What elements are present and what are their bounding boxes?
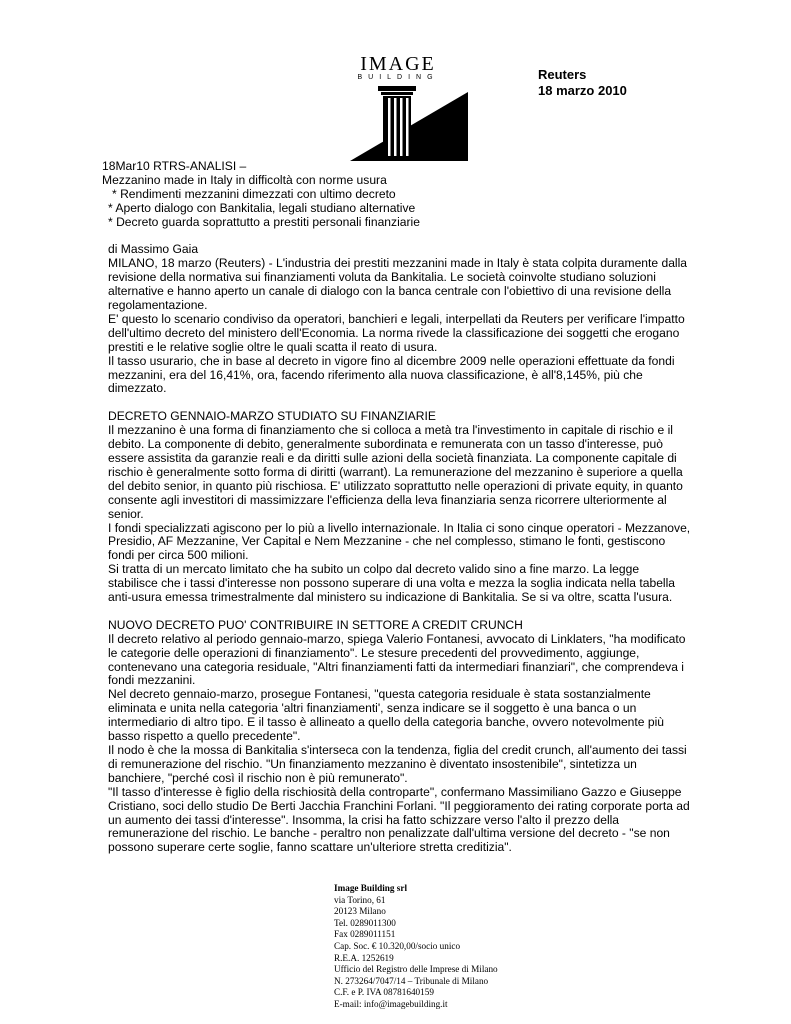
source-name: Reuters: [538, 67, 587, 82]
footer-email[interactable]: E-mail: info@imagebuilding.it: [334, 998, 448, 1009]
footer-line: 20123 Milano: [334, 906, 386, 917]
source-date: 18 marzo 2010: [538, 83, 627, 98]
company-footer: [334, 883, 498, 1011]
paragraph: Il decreto relativo al periodo gennaio-marzo, spiega Valerio Fontanesi, avvocato di Linklaters, "ha modificato le categorie delle operazioni di finanziamento". Le stesure precedenti del provvedimento, aggiunge, contenevano una categoria residuale, "Altri finanziamenti fatti da intermediari finanziari", che comprendeva i fondi mezzanini.: [108, 631, 686, 688]
footer-line: N. 273264/7047/14 – Tribunale di Milano: [334, 975, 489, 986]
footer-line: Ufficio del Registro delle Imprese di Milano: [334, 964, 498, 975]
logo-title: IMAGE: [360, 53, 436, 75]
paragraph: Il nodo è che la mossa di Bankitalia s'interseca con la tendenza, figlia del credit crunch, all'aumento dei tassi di remunerazione del rischio. "Un finanziamento mezzanino è diventato insostenibile", sintetizza un banchiere, "perché così il rischio non è più remunerato".: [108, 743, 687, 785]
paragraph: Il tasso usurario, che in base al decreto in vigore fino al dicembre 2009 nelle operazioni effettuate da fondi mezzanini, era del 16,41%, ora, facendo riferimento alla nuova classificazione, è all'8,145%, più che dimezzato.: [108, 353, 675, 396]
footer-company-name: Image Building srl: [334, 883, 408, 893]
paragraph: MILANO, 18 marzo (Reuters) - L'industria dei prestiti mezzanini made in Italy è stata colpita duramente dalla revisione della normativa sui finanziamenti voluta da Bankitalia. Le società coinvolte studiano soluzioni alternative e hanno aperto un canale di dialogo con la banca centrale con l'obiettivo di una revisione della regolamentazione.: [108, 256, 688, 313]
paragraph: I fondi specializzati agiscono per lo più a livello internazionale. In Italia ci sono cinque operatori - Mezzanove, Presidio, AF Mezzanine, Ver Capital e Nem Mezzanine - che nel complesso, stimano le fonti, gestiscono fondi per circa 500 milioni.: [108, 520, 691, 563]
company-logo: [350, 54, 468, 162]
headline-bullet: * Decreto guarda soprattutto a prestiti personali finanziarie: [108, 214, 420, 229]
footer-line: Cap. Soc. € 10.320,00/socio unico: [334, 940, 461, 951]
byline: di Massimo Gaia: [108, 242, 199, 257]
footer-line: Fax 0289011151: [334, 929, 396, 940]
source-block: [538, 67, 627, 99]
headline-bullet: * Rendimenti mezzanini dimezzati con ultimo decreto: [112, 186, 396, 201]
logo-subtitle: BUILDING: [357, 74, 439, 81]
footer-line: C.F. e P. IVA 08781640159: [334, 987, 434, 998]
article-body: [102, 160, 692, 855]
section-heading: NUOVO DECRETO PUO' CONTRIBUIRE IN SETTORE A CREDIT CRUNCH: [108, 617, 523, 632]
headline-title: Mezzanino made in Italy in difficoltà con norme usura: [102, 172, 387, 187]
paragraph: Nel decreto gennaio-marzo, prosegue Fontanesi, "questa categoria residuale è stata sostanzialmente eliminata e unita nella categoria 'altri finanziamenti', senza indicare se il soggetto è una banca o un intermediario di altro tipo. E il tasso è allineato a quello della categoria banche, ovvero notevolmente più basso rispetto a quello precedente".: [108, 687, 664, 744]
paragraph: E' questo lo scenario condiviso da operatori, banchieri e legali, interpellati da Reuters per verificare l'impatto dell'ultimo decreto del ministero dell'Economia. La norma rivede la classificazione dei soggetti che erogano prestiti e le relative soglie oltre le quali scatta il reato di usura.: [108, 311, 685, 354]
footer-line: R.E.A. 1252619: [334, 952, 394, 963]
headline-bullet: * Aperto dialogo con Bankitalia, legali studiano alternative: [108, 200, 416, 215]
footer-line: Tel. 0289011300: [334, 917, 396, 928]
headline-dateline: 18Mar10 RTRS-ANALISI –: [102, 159, 247, 173]
paragraph: Il mezzanino è una forma di finanziamento che si colloca a metà tra l'investimento in capitale di rischio e il debito. La componente di debito, generalmente subordinata e remunerata con un tasso d'interesse, può essere assistita da garanzie reali e da diritti sulle azioni della società finanziata. La componente capitale di rischio è generalmente sotto forma di diritti (warrant). La remunerazione del mezzanino è superiore a quella del debito senior, in quanto più rischiosa. E' utilizzato soprattutto nelle operazioni di private equity, in quanto consente agli investitori di massimizzare l'efficienza della leva finanziaria senza ricorrere ulteriormente al senior.: [108, 423, 683, 521]
column-logo-icon: [350, 86, 468, 162]
section-heading: DECRETO GENNAIO-MARZO STUDIATO SU FINANZIARIE: [108, 409, 436, 424]
paragraph: Si tratta di un mercato limitato che ha subito un colpo dal decreto valido sino a fine marzo. La legge stabilisce che i tassi d'interesse non possono superare di una volta e mezza la soglia indicata nella tabella anti-usura emessa trimestralmente dal ministero su indicazione di Bankitalia. Se si va oltre, scatta l'usura.: [108, 562, 676, 605]
paragraph: "Il tasso d'interesse è figlio della rischiosità della controparte", confermano Massimiliano Gazzo e Giuseppe Cristiano, soci dello studio De Berti Jacchia Franchini Forlani. "Il peggioramento dei rating corporate porta ad un aumento dei tassi d'interesse". Insomma, la crisi ha fatto schizzare verso l'alto il prezzo della remunerazione del rischio. Le banche - peraltro non penalizzate dall'ultima versione del decreto - "se non possono superare certe soglie, fanno scattare un'ulteriore stretta creditizia".: [108, 784, 690, 855]
footer-line: via Torino, 61: [334, 894, 386, 905]
